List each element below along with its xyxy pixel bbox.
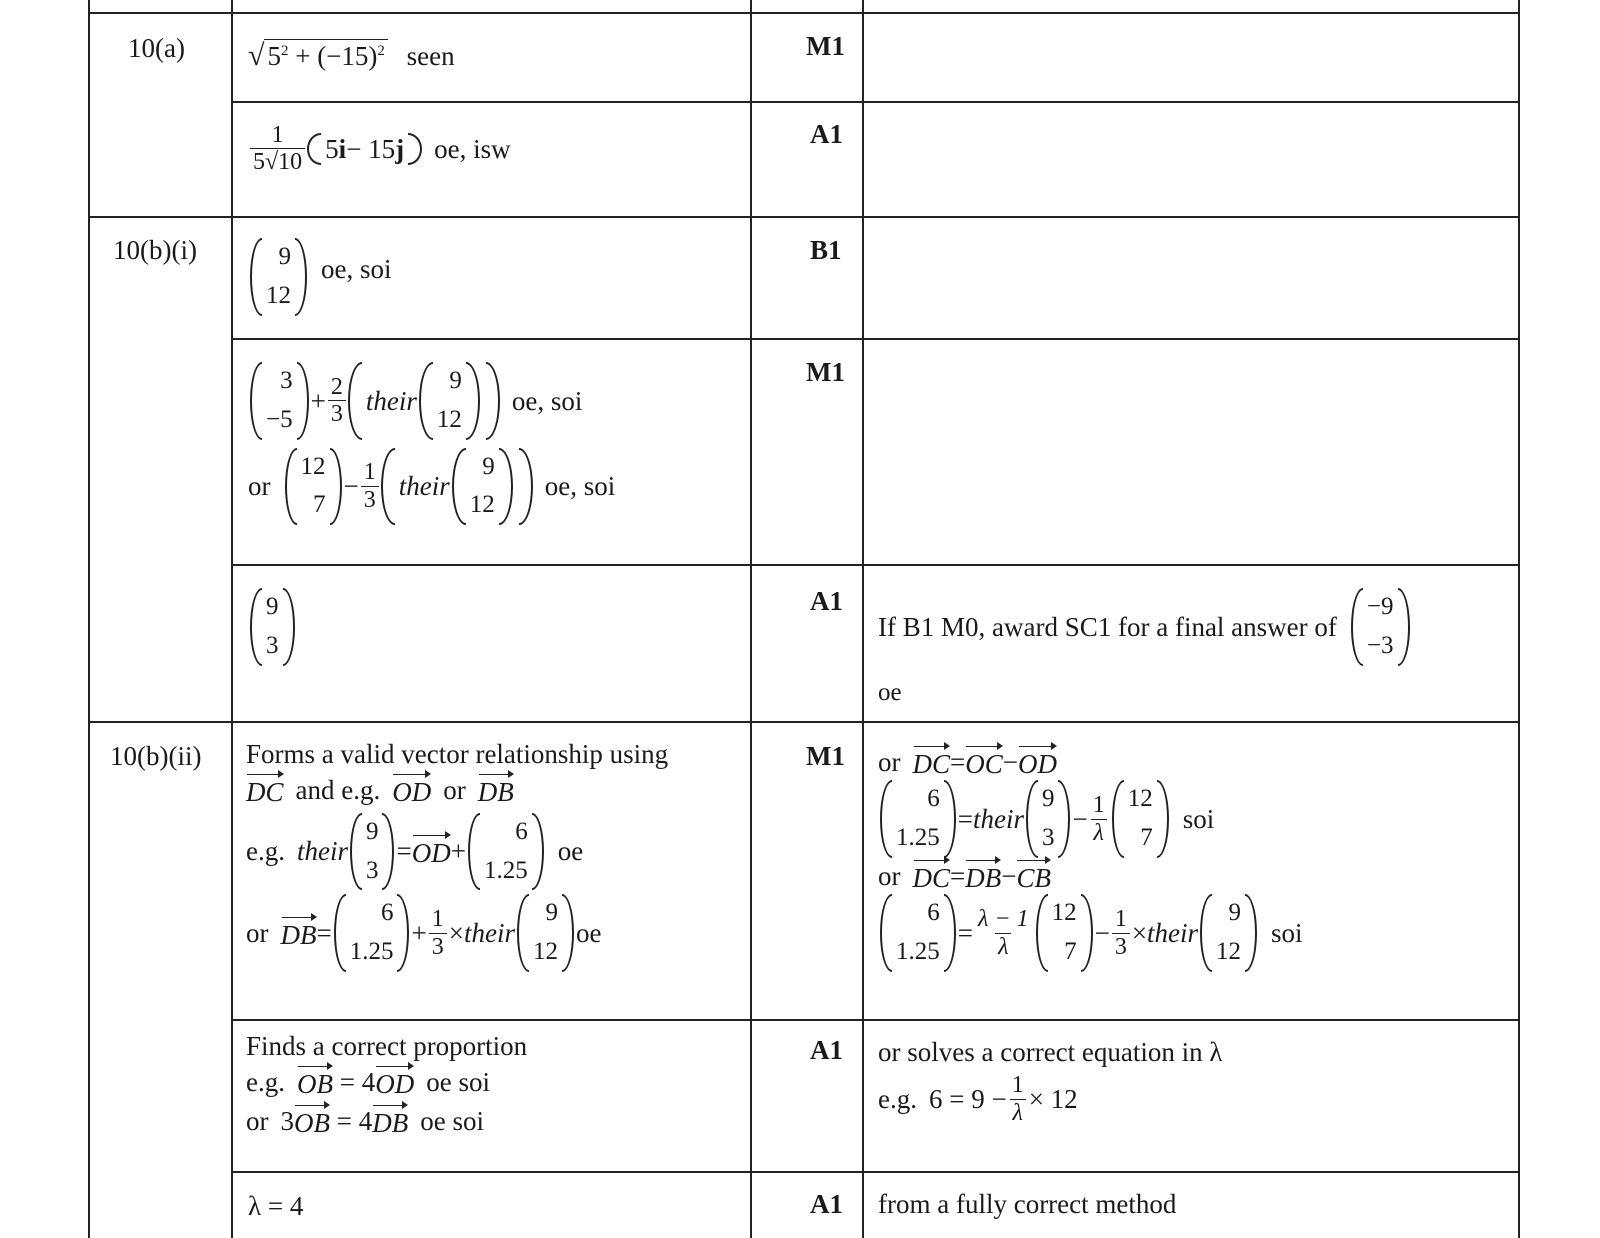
row-divider	[231, 564, 1520, 566]
guidance-text: oe	[878, 678, 902, 706]
question-number: 10(b)(i)	[113, 235, 197, 265]
answer-suffix: oe, soi	[321, 253, 392, 284]
guidance-text: from a fully correct method	[878, 1189, 1177, 1219]
answer-text: Forms a valid vector relationship using	[246, 739, 669, 769]
question-number: 10(a)	[128, 33, 185, 63]
column-vector: 9 12	[250, 238, 307, 316]
fraction: $\frac{1}{5√10}$	[250, 122, 305, 176]
column-divider	[88, 0, 90, 1238]
mark-code: A1	[810, 1189, 843, 1219]
mark-code: A1	[810, 1035, 843, 1065]
row-divider	[231, 338, 1520, 340]
guidance-text: or solves a correct equation in λ	[878, 1037, 1223, 1067]
answer-suffix: oe, soi	[544, 471, 616, 502]
row-divider	[88, 216, 1520, 218]
row-divider	[88, 721, 1520, 723]
mark-code: B1	[810, 235, 842, 265]
mark-code: M1	[806, 357, 845, 387]
or-text: or	[248, 471, 271, 502]
answer-cell	[248, 238, 392, 316]
row-divider	[231, 1019, 1520, 1021]
column-divider	[1518, 0, 1520, 1238]
row-divider	[231, 1171, 1520, 1173]
answer-suffix: oe, soi	[511, 385, 583, 416]
mark-code: M1	[806, 741, 845, 771]
answer-cell: λ = 4	[248, 1191, 304, 1221]
mark-code: A1	[810, 586, 843, 616]
row-divider	[88, 12, 1520, 14]
row-divider	[231, 101, 1520, 103]
answer-suffix: oe, isw	[434, 133, 511, 164]
answer-cell: 9 3	[248, 588, 297, 666]
mark-code: M1	[806, 31, 845, 61]
answer-cell: Finds a correct proportion e.g. OB = 4 OD oe soi or 3 OB = 4 DB oe soi	[246, 1030, 746, 1139]
mark-code: A1	[810, 119, 843, 149]
answer-cell: √ $5^2 + (-15)^2$ seen	[248, 39, 455, 72]
answer-text: Finds a correct proportion	[246, 1031, 528, 1061]
column-divider	[231, 0, 233, 1238]
column-divider	[750, 0, 752, 1238]
guidance-cell: or solves a correct equation in λ e.g. 6 = 9 − $\frac{1}{\lambda}$ × 12	[878, 1036, 1508, 1126]
guidance-cell: If B1 M0, award SC1 for a final answer of −9 −3 oe	[878, 588, 1508, 708]
guidance-cell: or DC = OC − OD 6 1.25 = their 9 3 − $\frac{1}{\lambda}$ 12 7 soi or DC = DB − CB 6 1.25 = $\frac{\lambda - 1}{\lambda}$ 12 7 − $\frac{1}{3}$ × their 9 12 soi	[878, 744, 1508, 972]
answer-cell: 3 −5 + $\frac{2}{3}$ their 9 12 oe, soi or 12 7 − $\frac{1}{3}$ their 9 12 oe, soi	[248, 362, 615, 525]
guidance-text: If B1 M0, award SC1 for a final answer of	[878, 611, 1337, 642]
sqrt-expression: $5^2 + (-15)^2$	[264, 39, 387, 72]
answer-cell: Forms a valid vector relationship using DC and e.g. OD or DB e.g. their 9 3 = OD + 6 1.25 oe or DB = 6 1.25 + $\frac{1}{3}$ × their 9 12 oe	[246, 738, 746, 972]
answer-cell: $\frac{1}{5√10}$ 5 i − 15 j oe, isw	[248, 122, 511, 176]
question-number: 10(b)(ii)	[110, 741, 202, 771]
answer-suffix: seen	[406, 41, 455, 71]
column-divider	[862, 0, 864, 1238]
